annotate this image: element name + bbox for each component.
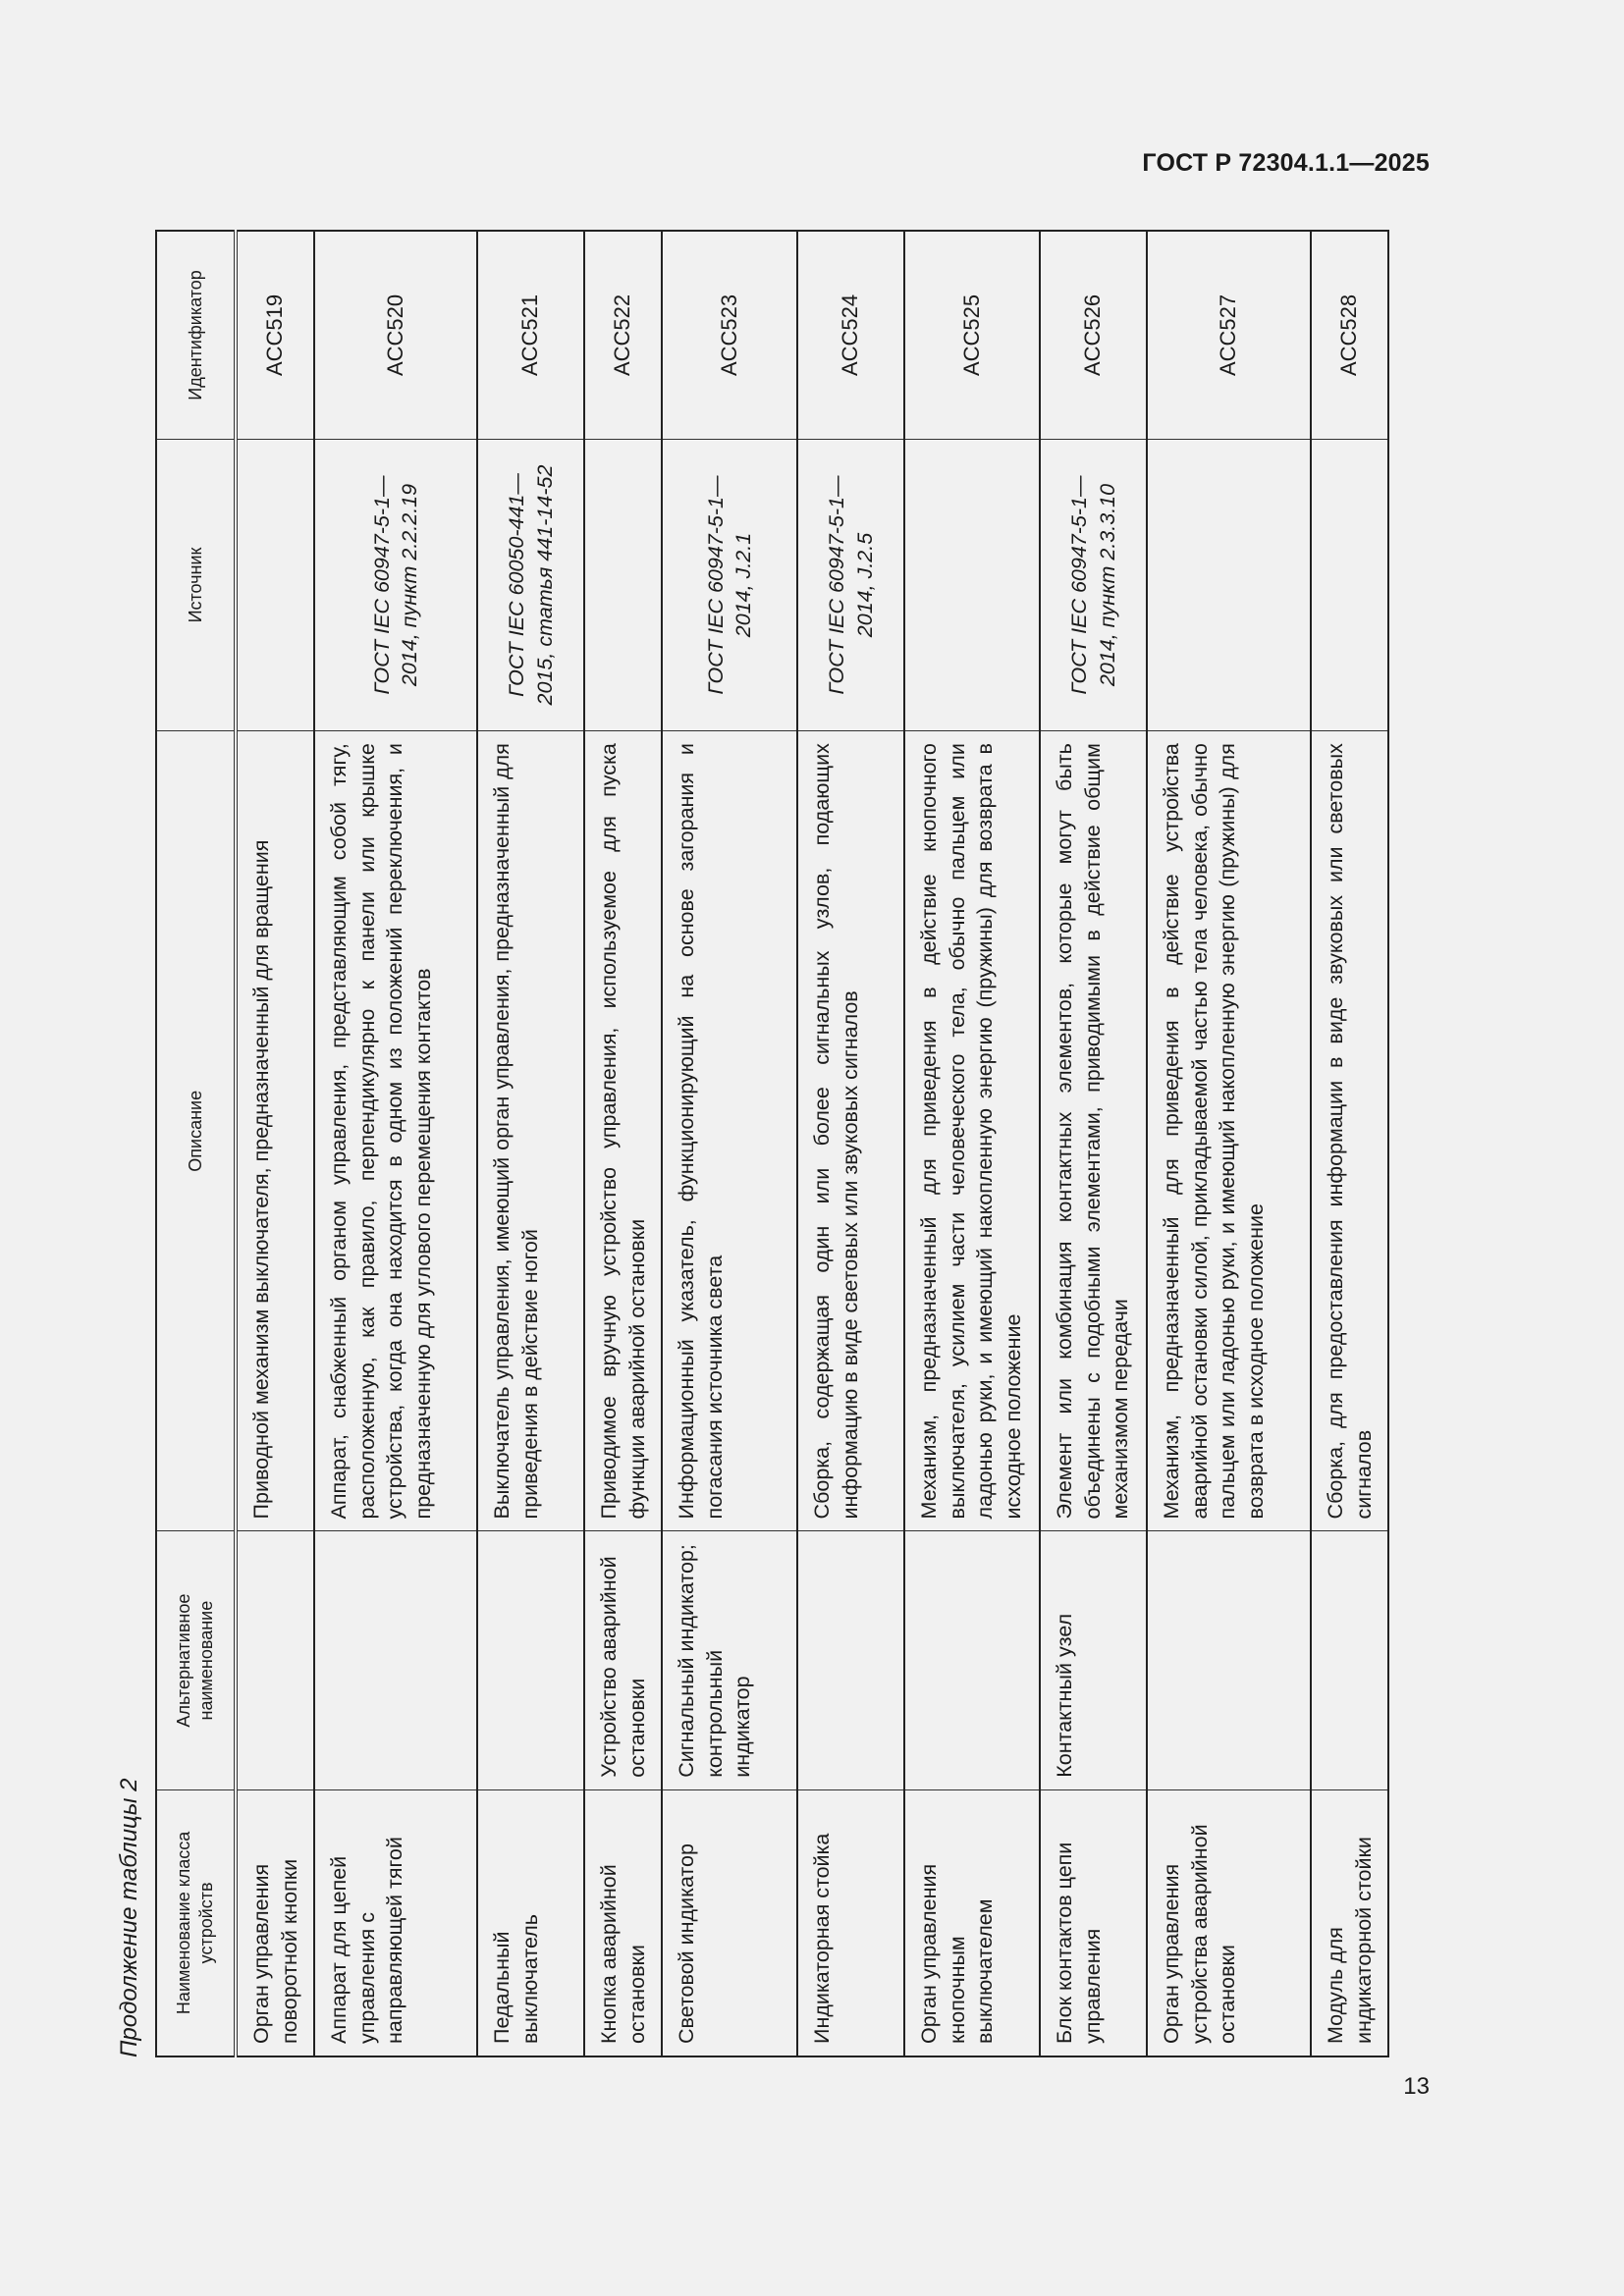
cell-class-name: Орган управления устройства аварийной остановки [1147, 1789, 1311, 2056]
cell-identifier: ACC526 [1040, 231, 1147, 439]
cell-description: Информационный указатель, функционирующий на основе загорания и погасания источника света [662, 731, 797, 1531]
cell-identifier: ACC524 [797, 231, 904, 439]
cell-source: ГОСТ IEC 60947-5-1—2014, пункт 2.2.2.19 [314, 439, 477, 730]
cell-description: Приводной механизм выключателя, предназначенный для вращения [236, 731, 314, 1531]
cell-alt-name: Устройство аварийной остановки [584, 1531, 662, 1789]
cell-description: Выключатель управления, имеющий орган управления, предназначенный для приведения в действие ногой [477, 731, 584, 1531]
cell-class-name: Индикаторная стойка [797, 1789, 904, 2056]
header-class-name: Наименование класса устройств [156, 1789, 236, 2056]
cell-source [904, 439, 1040, 730]
table-container [110, 230, 1396, 2057]
cell-alt-name [477, 1531, 584, 1789]
cell-identifier: ACC523 [662, 231, 797, 439]
table-row [584, 231, 662, 2056]
cell-description: Сборка, содержащая один или более сигнальных узлов, подающих информацию в виде световых или звуковых сигналов [797, 731, 904, 1531]
table-row [1311, 231, 1388, 2056]
table-row [314, 231, 477, 2056]
header-identifier: Идентификатор [156, 231, 236, 439]
cell-alt-name: Сигнальный индикатор; контрольный индикатор [662, 1531, 797, 1789]
cell-alt-name [1311, 1531, 1388, 1789]
table-row [797, 231, 904, 2056]
cell-class-name: Модуль для индикаторной стойки [1311, 1789, 1388, 2056]
cell-identifier: ACC525 [904, 231, 1040, 439]
cell-source: ГОСТ IEC 60947-5-1—2014, пункт 2.3.3.10 [1040, 439, 1147, 730]
table-row [477, 231, 584, 2056]
cell-alt-name [797, 1531, 904, 1789]
cell-source: ГОСТ IEC 60947-5-1—2014, J.2.5 [797, 439, 904, 730]
table-row [662, 231, 797, 2056]
cell-source [236, 439, 314, 730]
table-row [1040, 231, 1147, 2056]
cell-identifier: ACC520 [314, 231, 477, 439]
cell-alt-name [314, 1531, 477, 1789]
cell-description: Механизм, предназначенный для приведения в действие кнопочного выключателя, усилием части человеческого тела, обычно пальцем или ладонью руки, и имеющий накопленную энергию (пружины) для возврата в исходное положение [904, 731, 1040, 1531]
header-description: Описание [156, 731, 236, 1531]
cell-description: Приводимое вручную устройство управления, используемое для пуска функции аварийной остановки [584, 731, 662, 1531]
cell-alt-name [1147, 1531, 1311, 1789]
cell-description: Механизм, предназначенный для приведения в действие устройства аварийной остановки силой, прикладываемой частью тела человека, обычно пальцем или ладонью руки, и имеющий накопленную энергию (пружины) для возврата в исходное положение [1147, 731, 1311, 1531]
cell-class-name: Кнопка аварийной остановки [584, 1789, 662, 2056]
cell-source [1147, 439, 1311, 730]
table-caption: Продолжение таблицы 2 [116, 1778, 142, 2057]
cell-class-name: Орган управления кнопочным выключателем [904, 1789, 1040, 2056]
cell-description: Аппарат, снабженный органом управления, представляющим собой тягу, расположенную, как правило, перпендикулярно к панели или крышке устройства, когда она находится в одном из положений переключения, и предназначенную для углового перемещения контактов [314, 731, 477, 1531]
document-code: ГОСТ Р 72304.1.1—2025 [1142, 149, 1430, 177]
cell-class-name: Световой индикатор [662, 1789, 797, 2056]
cell-source: ГОСТ IEC 60050-441—2015, статья 441-14-52 [477, 439, 584, 730]
cell-alt-name [236, 1531, 314, 1789]
cell-class-name: Аппарат для цепей управления с направляющей тягой [314, 1789, 477, 2056]
cell-identifier: ACC522 [584, 231, 662, 439]
header-source: Источник [156, 439, 236, 730]
table-row [236, 231, 314, 2056]
cell-source: ГОСТ IEC 60947-5-1—2014, J.2.1 [662, 439, 797, 730]
cell-identifier: ACC528 [1311, 231, 1388, 439]
table-row [904, 231, 1040, 2056]
rotated-table-area [110, 230, 1396, 2057]
cell-description: Сборка, для предоставления информации в виде звуковых или световых сигналов [1311, 731, 1388, 1531]
cell-class-name: Педальный выключатель [477, 1789, 584, 2056]
page-number: 13 [1403, 2073, 1430, 2100]
table-row [1147, 231, 1311, 2056]
device-classes-table [155, 230, 1389, 2057]
cell-class-name: Орган управления поворотной кнопки [236, 1789, 314, 2056]
cell-alt-name [904, 1531, 1040, 1789]
cell-class-name: Блок контактов цепи управления [1040, 1789, 1147, 2056]
cell-identifier: ACC521 [477, 231, 584, 439]
cell-identifier: ACC527 [1147, 231, 1311, 439]
header-alt-name: Альтернативное наименование [156, 1531, 236, 1789]
table-header-row [156, 231, 236, 2056]
cell-source [1311, 439, 1388, 730]
cell-description: Элемент или комбинация контактных элементов, которые могут быть объединены с подобными элементами, приводимыми в действие общим механизмом передачи [1040, 731, 1147, 1531]
cell-alt-name: Контактный узел [1040, 1531, 1147, 1789]
cell-source [584, 439, 662, 730]
cell-identifier: ACC519 [236, 231, 314, 439]
